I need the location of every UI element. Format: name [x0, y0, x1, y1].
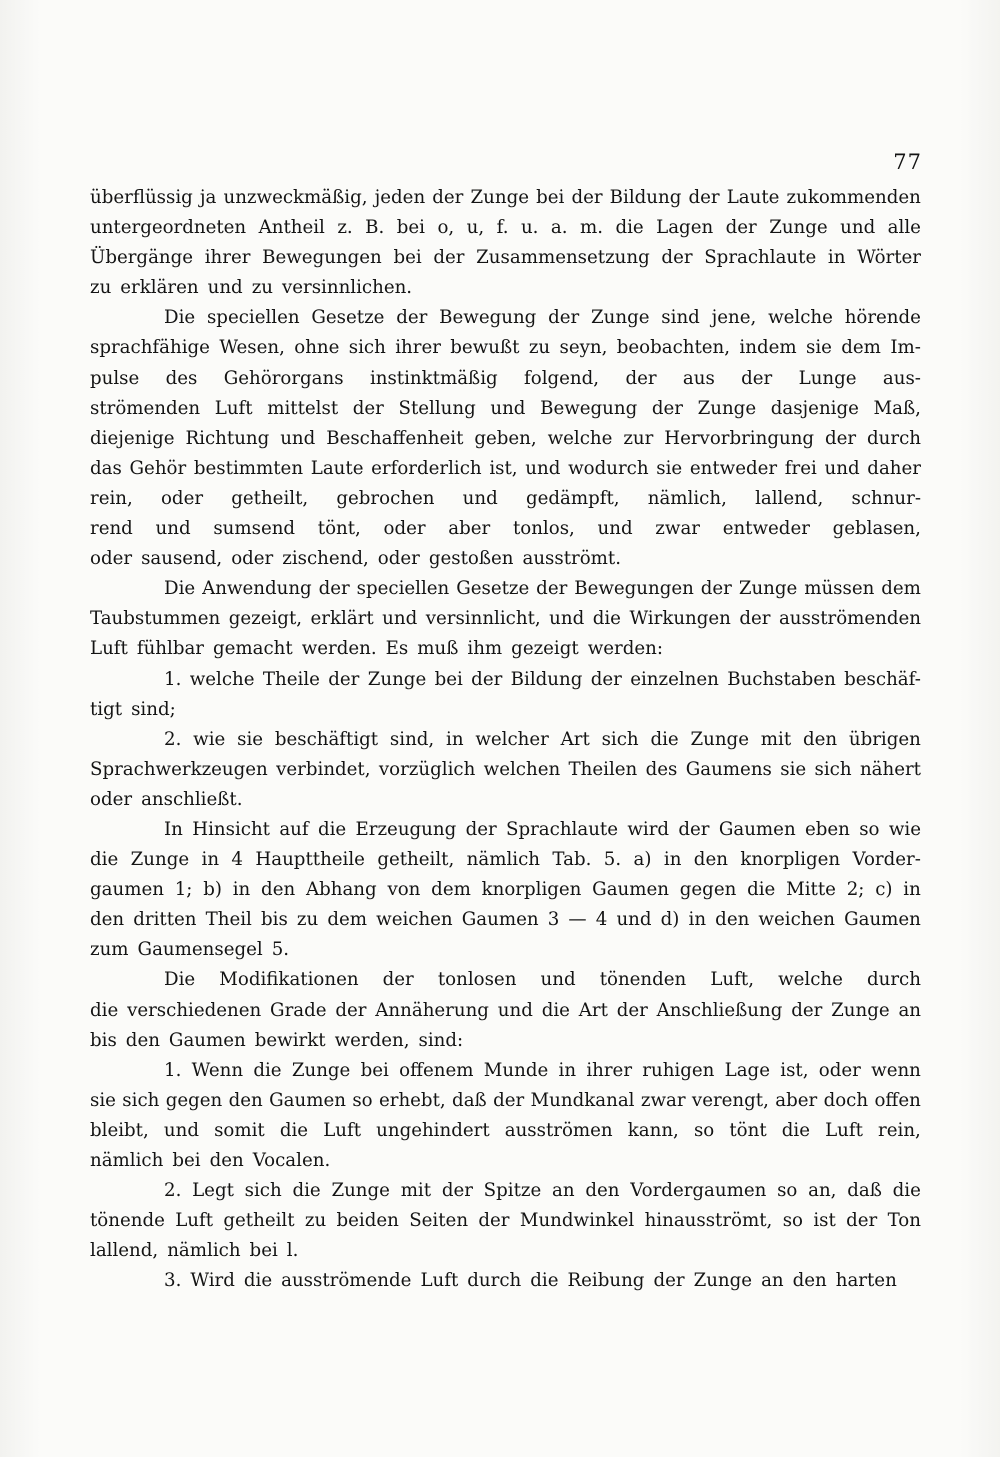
- paragraph: [90, 183, 921, 303]
- text-line: 2. wie sie beschäftigt sind, in welcher Art sich die Zunge mit den übrigen: [164, 728, 921, 750]
- text-line: pulse des Gehörorgans instinktmäßig folgend, der aus der Lunge aus-: [90, 367, 921, 389]
- paragraph: [90, 815, 921, 965]
- text-line: 2. Legt sich die Zunge mit der Spitze an den Vordergaumen so an, daß die: [164, 1180, 921, 1202]
- text-line: lallend, nämlich bei l.: [90, 1240, 299, 1262]
- text-line: 1. welche Theile der Zunge bei der Bildung der einzelnen Buchstaben beschäf-: [164, 668, 921, 690]
- text-line: oder sausend, oder zischend, oder gestoßen ausströmt.: [90, 548, 621, 570]
- body-text: [90, 183, 921, 1296]
- paragraph: [90, 574, 921, 664]
- text-line: In Hinsicht auf die Erzeugung der Sprachlaute wird der Gaumen eben so wie: [164, 818, 921, 840]
- text-line: Die Anwendung der speciellen Gesetze der Bewegungen der Zunge müssen dem: [164, 578, 921, 600]
- text-line: tigt sind;: [90, 698, 176, 720]
- text-line: tönende Luft getheilt zu beiden Seiten der Mundwinkel hinausströmt, so ist der Ton: [90, 1210, 921, 1232]
- text-line: 1. Wenn die Zunge bei offenem Munde in ihrer ruhigen Lage ist, oder wenn: [164, 1059, 921, 1081]
- text-line: 3. Wird die ausströmende Luft durch die Reibung der Zunge an den harten: [164, 1270, 897, 1292]
- text-line: die Zunge in 4 Haupttheile getheilt, nämlich Tab. 5. a) in den knorpligen Vorder-: [90, 849, 921, 871]
- text-line: Die speciellen Gesetze der Bewegung der Zunge sind jene, welche hörende: [164, 307, 921, 329]
- paragraph: [90, 665, 921, 725]
- text-line: zu erklären und zu versinnlichen.: [90, 277, 413, 299]
- text-line: sie sich gegen den Gaumen so erhebt, daß der Mundkanal zwar verengt, aber doch offen: [90, 1089, 921, 1111]
- text-line: rein, oder getheilt, gebrochen und gedämpft, nämlich, lallend, schnur-: [90, 487, 921, 509]
- paragraph: [90, 1176, 921, 1266]
- text-line: sprachfähige Wesen, ohne sich ihrer bewußt zu seyn, beobachten, indem sie dem Im-: [90, 337, 921, 359]
- text-line: oder anschließt.: [90, 788, 243, 810]
- text-line: untergeordneten Antheil z. B. bei o, u, f. u. a. m. die Lagen der Zunge und alle: [90, 217, 921, 239]
- text-line: Sprachwerkzeugen verbindet, vorzüglich welchen Theilen des Gaumens sie sich nähert: [90, 758, 921, 780]
- text-line: nämlich bei den Vocalen.: [90, 1150, 331, 1171]
- text-line: Die Modifikationen der tonlosen und tönenden Luft, welche durch: [164, 969, 921, 991]
- text-line: Übergänge ihrer Bewegungen bei der Zusammensetzung der Sprachlaute in Wörter: [90, 247, 921, 269]
- text-line: überflüssig ja unzweckmäßig, jeden der Zunge bei der Bildung der Laute zukommenden: [90, 187, 921, 208]
- text-line: zum Gaumensegel 5.: [90, 939, 290, 961]
- paragraph: [90, 1056, 921, 1176]
- text-line: strömenden Luft mittelst der Stellung und Bewegung der Zunge dasjenige Maß,: [90, 397, 921, 419]
- paragraph: [90, 303, 921, 574]
- text-line: gaumen 1; b) in den Abhang von dem knorpligen Gaumen gegen die Mitte 2; c) in: [90, 879, 921, 901]
- text-line: das Gehör bestimmten Laute erforderlich ist, und wodurch sie entweder frei und daher: [90, 457, 921, 479]
- page-number: 77: [893, 150, 922, 174]
- text-line: bleibt, und somit die Luft ungehindert ausströmen kann, so tönt die Luft rein,: [90, 1119, 921, 1141]
- paragraph: [90, 965, 921, 1055]
- text-line: die verschiedenen Grade der Annäherung und die Art der Anschließung der Zunge an: [90, 999, 921, 1021]
- paragraph: [90, 725, 921, 815]
- text-line: Taubstummen gezeigt, erklärt und versinnlicht, und die Wirkungen der ausströmenden: [90, 608, 921, 630]
- text-line: rend und sumsend tönt, oder aber tonlos, und zwar entweder geblasen,: [90, 518, 921, 540]
- text-line: bis den Gaumen bewirkt werden, sind:: [90, 1029, 464, 1051]
- text-line: den dritten Theil bis zu dem weichen Gaumen 3 — 4 und d) in den weichen Gaumen: [90, 909, 921, 931]
- text-line: Luft fühlbar gemacht werden. Es muß ihm gezeigt werden:: [90, 638, 663, 660]
- text-line: diejenige Richtung und Beschaffenheit geben, welche zur Hervorbringung der durch: [90, 427, 921, 449]
- paragraph: [90, 1266, 921, 1296]
